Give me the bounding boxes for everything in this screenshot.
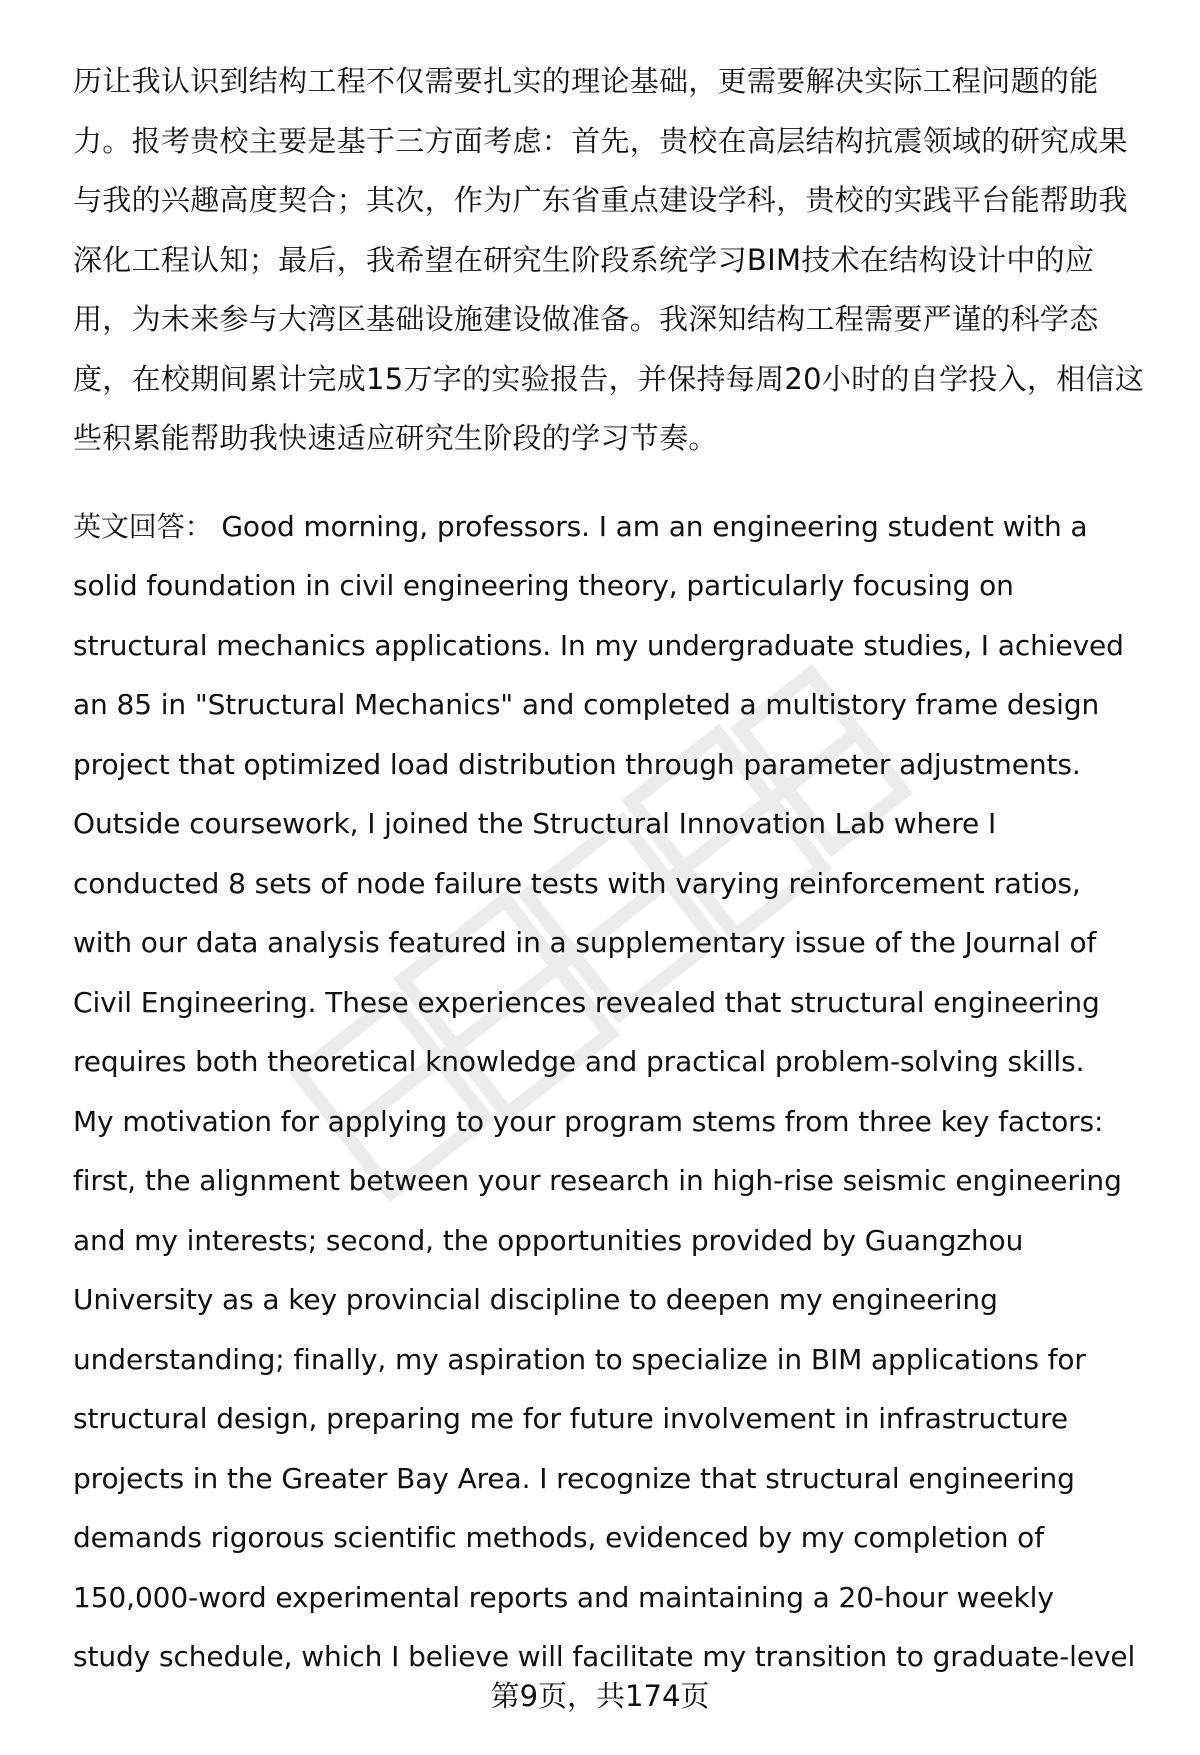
text-line: [73, 497, 1153, 557]
text-line: conducted 8 sets of node failure tests with varying reinforcement ratios,: [73, 866, 1081, 900]
text-line: solid foundation in civil engineering theory, particularly focusing on: [73, 569, 1014, 602]
text-line: first, the alignment between your research in high-rise seismic engineering: [73, 1164, 1122, 1197]
text-line: 历让我认识到结构工程不仅需要扎实的理论基础，更需要解决实际工程问题的能: [73, 64, 1099, 98]
text-line: University as a key provincial discipline to deepen my engineering: [73, 1283, 998, 1316]
document-body: [73, 52, 1153, 1687]
text-line: 深化工程认知；最后，我希望在研究生阶段系统学习BIM技术在结构设计中的应: [73, 242, 1095, 277]
text-line: demands rigorous scientific methods, evidenced by my completion of: [73, 1521, 1044, 1554]
text-line: structural mechanics applications. In my undergraduate studies, I achieved: [73, 628, 1124, 662]
english-first-line: Good morning, professors. I am an engineering student with a: [221, 509, 1088, 543]
text-line: 力。报考贵校主要是基于三方面考虑：首先，贵校在高层结构抗震领域的研究成果: [73, 123, 1128, 158]
text-line: 度，在校期间累计完成15万字的实验报告，并保持每周20小时的自学投入，相信这: [73, 361, 1145, 396]
text-line: study schedule, which I believe will facilitate my transition to graduate-level: [73, 1640, 1136, 1673]
page-number-footer: 第9页，共174页: [490, 1679, 710, 1713]
text-line: 与我的兴趣高度契合；其次，作为广东省重点建设学科，贵校的实践平台能帮助我: [73, 183, 1128, 217]
text-line: Outside coursework, I joined the Structural Innovation Lab where I: [73, 807, 997, 840]
text-line: 些积累能帮助我快速适应研究生阶段的学习节奏。: [73, 421, 718, 455]
text-line: understanding; finally, my aspiration to specialize in BIM applications for: [73, 1342, 1086, 1376]
text-line: an 85 in "Structural Mechanics" and completed a multistory frame design: [73, 688, 1100, 721]
text-line: projects in the Greater Bay Area. I recognize that structural engineering: [73, 1461, 1075, 1495]
text-line: and my interests; second, the opportunities provided by Guangzhou: [73, 1223, 1024, 1257]
english-answer-paragraph: [73, 497, 1153, 1687]
text-line: 150,000-word experimental reports and maintaining a 20-hour weekly: [73, 1580, 1054, 1614]
text-line: with our data analysis featured in a supplementary issue of the Journal of: [73, 926, 1097, 959]
text-line: project that optimized load distribution through parameter adjustments.: [73, 747, 1081, 781]
text-line: Civil Engineering. These experiences revealed that structural engineering: [73, 985, 1100, 1019]
text-line: requires both theoretical knowledge and practical problem-solving skills.: [73, 1045, 1085, 1078]
text-line: structural design, preparing me for future involvement in infrastructure: [73, 1402, 1068, 1435]
text-line: My motivation for applying to your program stems from three key factors:: [73, 1104, 1104, 1138]
text-line: 用，为未来参与大湾区基础设施建设做准备。我深知结构工程需要严谨的科学态: [73, 302, 1099, 336]
english-answer-label: 英文回答：: [73, 509, 213, 543]
chinese-paragraph: [73, 52, 1153, 469]
